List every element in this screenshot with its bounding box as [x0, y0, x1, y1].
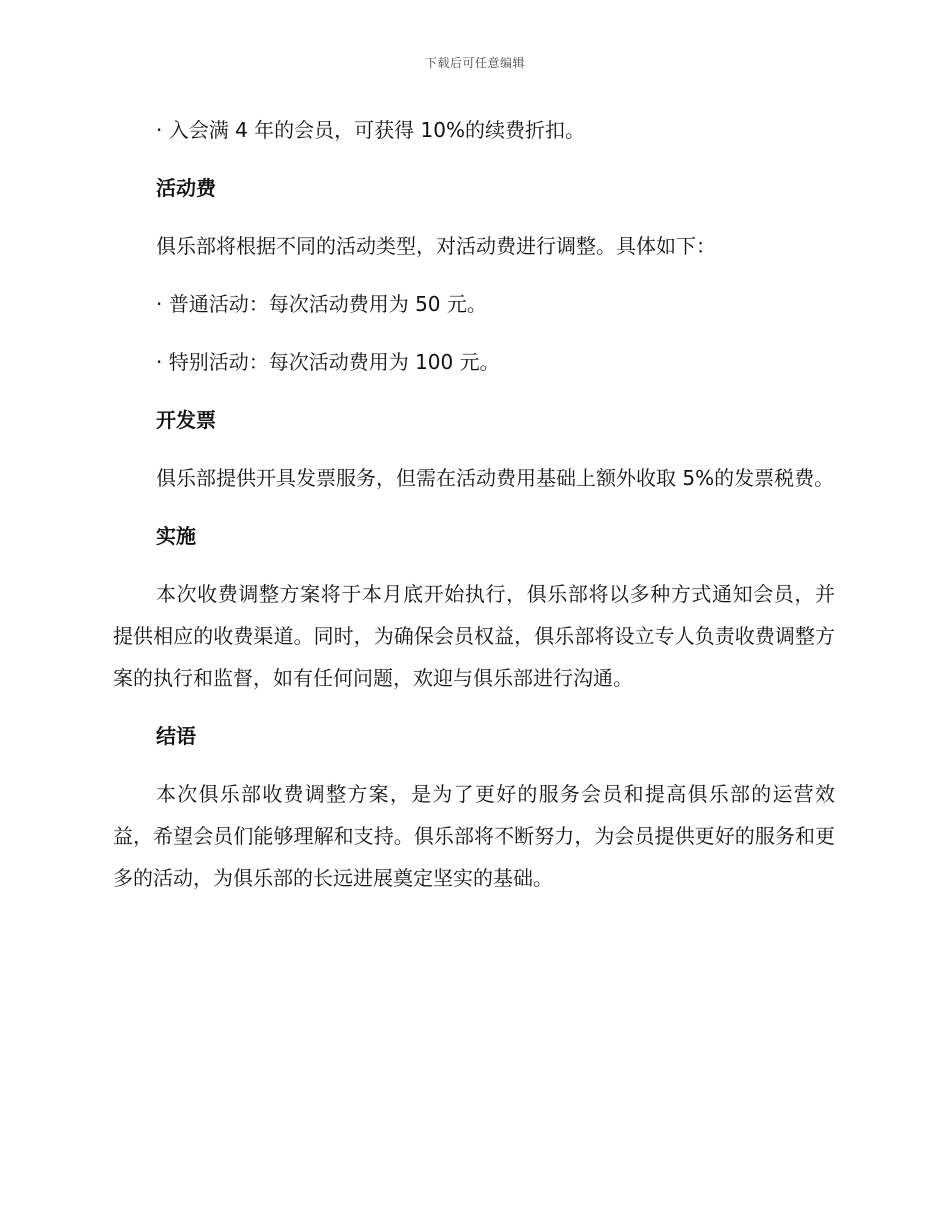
heading-invoice: 开发票	[156, 408, 216, 432]
bullet-discount: · 入会满 4 年的会员，可获得 10%的续费折扣。	[156, 118, 585, 142]
activity-item-regular: · 普通活动：每次活动费用为 50 元。	[156, 292, 487, 316]
heading-activity-fee: 活动费	[156, 176, 216, 200]
heading-implementation: 实施	[156, 524, 196, 548]
header-note: 下载后可任意编辑	[424, 56, 525, 70]
activity-item-special: · 特别活动：每次活动费用为 100 元。	[156, 350, 500, 374]
conclusion-text: 本次俱乐部收费调整方案，是为了更好的服务会员和提高俱乐部的运营效益，希望会员们能够理解和支持。俱乐部将不断努力，为会员提供更好的服务和更多的活动，为俱乐部的长远进展奠定坚实的基础。	[113, 782, 835, 890]
document-body	[113, 109, 835, 899]
implementation-text: 本次收费调整方案将于本月底开始执行，俱乐部将以多种方式通知会员，并提供相应的收费渠道。同时，为确保会员权益，俱乐部将设立专人负责收费调整方案的执行和监督，如有任何问题，欢迎与俱乐部进行沟通。	[113, 582, 835, 690]
heading-conclusion: 结语	[156, 724, 196, 748]
invoice-text: 俱乐部提供开具发票服务，但需在活动费用基础上额外收取 5%的发票税费。	[156, 466, 835, 490]
activity-intro: 俱乐部将根据不同的活动类型，对活动费进行调整。具体如下：	[156, 234, 716, 258]
